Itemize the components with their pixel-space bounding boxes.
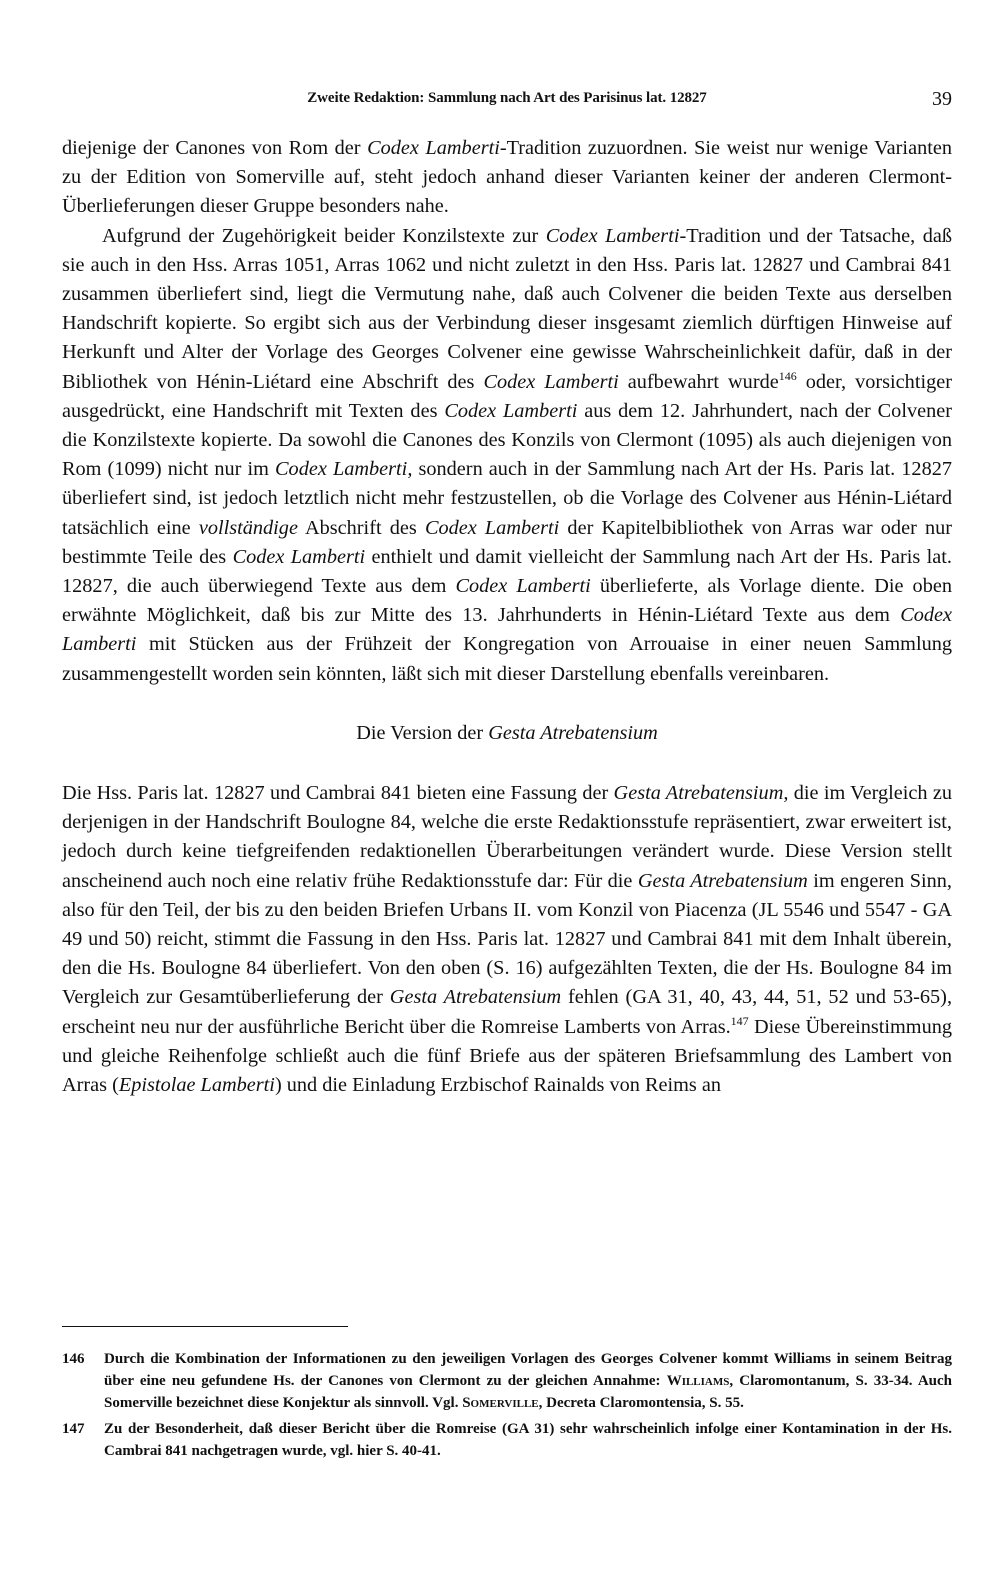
text-run: -Tradition und der Tatsache, daß sie auch in den Hss. Arras 1051, Arras 1062 und nicht zuletzt in den Hss. Paris lat. 12827 und Cambrai 841 zusammen überliefert sind, liegt die Vermutung nahe, daß auch Colvener die beiden Texte aus derselben Handschrift kopierte. So ergibt sich aus der Verbindung dieser insgesamt ziemlich dürftigen Hinweise auf Herkunft und Alter der Vorlage des Georges Colvener eine gewisse Wahrscheinlichkeit dafür, daß in der Bibliothek von Hénin-Liétard eine Abschrift des: [62, 224, 952, 393]
text-run: sondern auch in der Sammlung nach Art der Hs. Paris lat. 12827 überliefert sind, ist jedoch letztlich nicht mehr festzustellen, ob die Vorlage des Colvener aus Hénin-Liétard tatsächlich eine: [62, 458, 952, 539]
text-run: Diese Übereinstimmung und gleiche Reihenfolge schließt auch die fünf Briefe aus der späteren Briefsammlung des Lambert von Arras (: [62, 1015, 952, 1097]
text-run: aufbewahrt wurde: [618, 370, 779, 393]
footnote-divider: [62, 1326, 348, 1327]
italic-text: Epistolae Lamberti: [118, 1074, 275, 1097]
text-run: ) und die Einladung Erzbischof Rainalds von Reims an: [274, 1074, 722, 1097]
text-run: Die Hss. Paris lat. 12827 und Cambrai 841 bieten eine Fassung der: [62, 782, 614, 805]
footnote-text: [104, 1348, 952, 1414]
text-run: im engeren Sinn, also für den Teil, der bis zu den beiden Briefen Urbans II. vom Konzil von Piacenza (JL 5546 und 5547 - GA 49 und 50) reicht, stimmt die Fassung in den Hss. Paris lat. 12827 und Cambrai 841 mit dem Inhalt überein, den die Hs. Boulogne 84 überliefert. Von den oben (S. 16) aufgezählten Texten, die der Hs. Boulogne 84 im Vergleich zur Gesamtüberlieferung der: [62, 869, 953, 1009]
running-title: Zweite Redaktion: Sammlung nach Art des Parisinus lat. 12827: [307, 90, 707, 106]
section-heading: [62, 719, 952, 748]
page-number: 39: [932, 88, 952, 110]
footnote-reference: 147: [730, 1013, 749, 1028]
footnote: [62, 1348, 952, 1414]
footnotes: [62, 1348, 952, 1466]
paragraph: [62, 134, 952, 222]
italic-text: Codex Lamberti: [444, 399, 578, 422]
italic-text: Codex Lamberti: [455, 575, 591, 598]
italic-text: Codex Lamberti: [62, 604, 952, 656]
italic-text: Gesta Atrebatensium,: [613, 782, 789, 805]
running-header: [62, 88, 952, 114]
italic-text: Codex Lamberti: [483, 370, 619, 393]
text-run: Aufgrund der Zugehörigkeit beider Konzilstexte zur: [102, 224, 546, 247]
text-run: fehlen (GA 31, 40, 43, 44, 51, 52 und 53-65), erscheint neu nur der ausführliche Bericht über die Romreise Lamberts von Arras.: [62, 986, 953, 1038]
paragraph-group: [62, 779, 952, 1100]
small-caps-text: Williams: [666, 1373, 730, 1389]
paragraph-group: [62, 134, 952, 689]
italic-text: Codex Lamberti,: [275, 458, 413, 481]
text-run: der Kapitelbibliothek von Arras war oder nur bestimmte Teile des: [62, 516, 953, 568]
text-run: diejenige der Canones von Rom der: [62, 137, 368, 159]
footnote-text: [104, 1418, 952, 1462]
paragraph: [62, 222, 952, 689]
section-heading-italic: Gesta Atrebatensium: [488, 721, 658, 744]
section-heading-text: Die Version der: [356, 721, 489, 744]
text-run: Durch die Kombination der Informationen zu den jeweiligen Vorlagen des Georges Colvener kommt Williams in seinem Beitrag über eine neu gefundene Hs. der Canones von Clermont zu der gleichen Annahme:: [104, 1351, 952, 1389]
book-page: [62, 0, 952, 1574]
italic-text: Codex Lamberti: [424, 516, 560, 539]
text-run: aus dem 12. Jahrhundert, nach der Colvener die Konzilstexte kopierte. Da sowohl die Canones des Konzils von Clermont (1095) als auch diejenigen von Rom (1099) nicht nur im: [62, 399, 952, 481]
italic-text: Codex Lamberti: [232, 545, 366, 568]
italic-text: Gesta Atrebatensium: [637, 869, 808, 892]
text-run: Abschrift des: [297, 516, 425, 539]
footnote-number: 147: [62, 1421, 85, 1437]
text-run: Zu der Besonderheit, daß dieser Bericht über die Romreise (GA 31) sehr wahrscheinlich infolge einer Kontamination in der Hs. Cambrai 841 nachgetragen wurde, vgl. hier S. 40-41.: [104, 1421, 952, 1459]
small-caps-text: Somerville: [462, 1395, 539, 1411]
paragraph: [62, 779, 952, 1100]
text-run: mit Stücken aus der Frühzeit der Kongregation von Arrouaise in einer neuen Sammlung zusammengestellt worden sein könnten, läßt sich mit dieser Darstellung ebenfalls vereinbaren.: [62, 633, 952, 685]
footnote-number: 146: [62, 1351, 85, 1367]
italic-text: vollständige: [198, 516, 298, 539]
text-run: oder, vorsichtiger ausgedrückt, eine Handschrift mit Texten des: [62, 370, 952, 422]
text-run: überlieferte, als Vorlage diente. Die oben erwähnte Möglichkeit, daß bis zur Mitte des 13. Jahrhunderts in Hénin-Liétard Texte aus dem: [62, 575, 952, 627]
text-run: enthielt und damit vielleicht der Sammlung nach Art der Hs. Paris lat. 12827, die auch überwiegend Texte aus dem: [62, 545, 952, 598]
italic-text: Codex Lamberti: [367, 137, 500, 159]
body-text: [62, 134, 952, 1100]
text-run: , Claromontanum, S. 33-34. Auch Somerville bezeichnet diese Konjektur als sinnvoll. Vgl.: [104, 1373, 952, 1411]
italic-text: Gesta Atrebatensium: [389, 986, 562, 1009]
footnote-reference: 146: [778, 368, 797, 383]
footnote: [62, 1418, 952, 1462]
text-run: die im Vergleich zu derjenigen in der Handschrift Boulogne 84, welche die erste Redaktionsstufe repräsentiert, zwar erweitert ist, jedoch durch keine tiefgreifenden redaktionellen Überarbeitungen verändert wurde. Diese Version stellt anscheinend auch noch eine relativ frühe Redaktionsstufe dar: Für die: [62, 782, 952, 892]
text-run: -Tradition zuzuordnen. Sie weist nur wenige Varianten zu der Edition von Somerville auf, steht jedoch anhand dieser Varianten keiner der anderen Clermont-Überlieferungen dieser Gruppe besonders nahe.: [62, 137, 952, 218]
text-run: , Decreta Claromontensia, S. 55.: [538, 1395, 744, 1411]
italic-text: Codex Lamberti: [545, 224, 680, 247]
